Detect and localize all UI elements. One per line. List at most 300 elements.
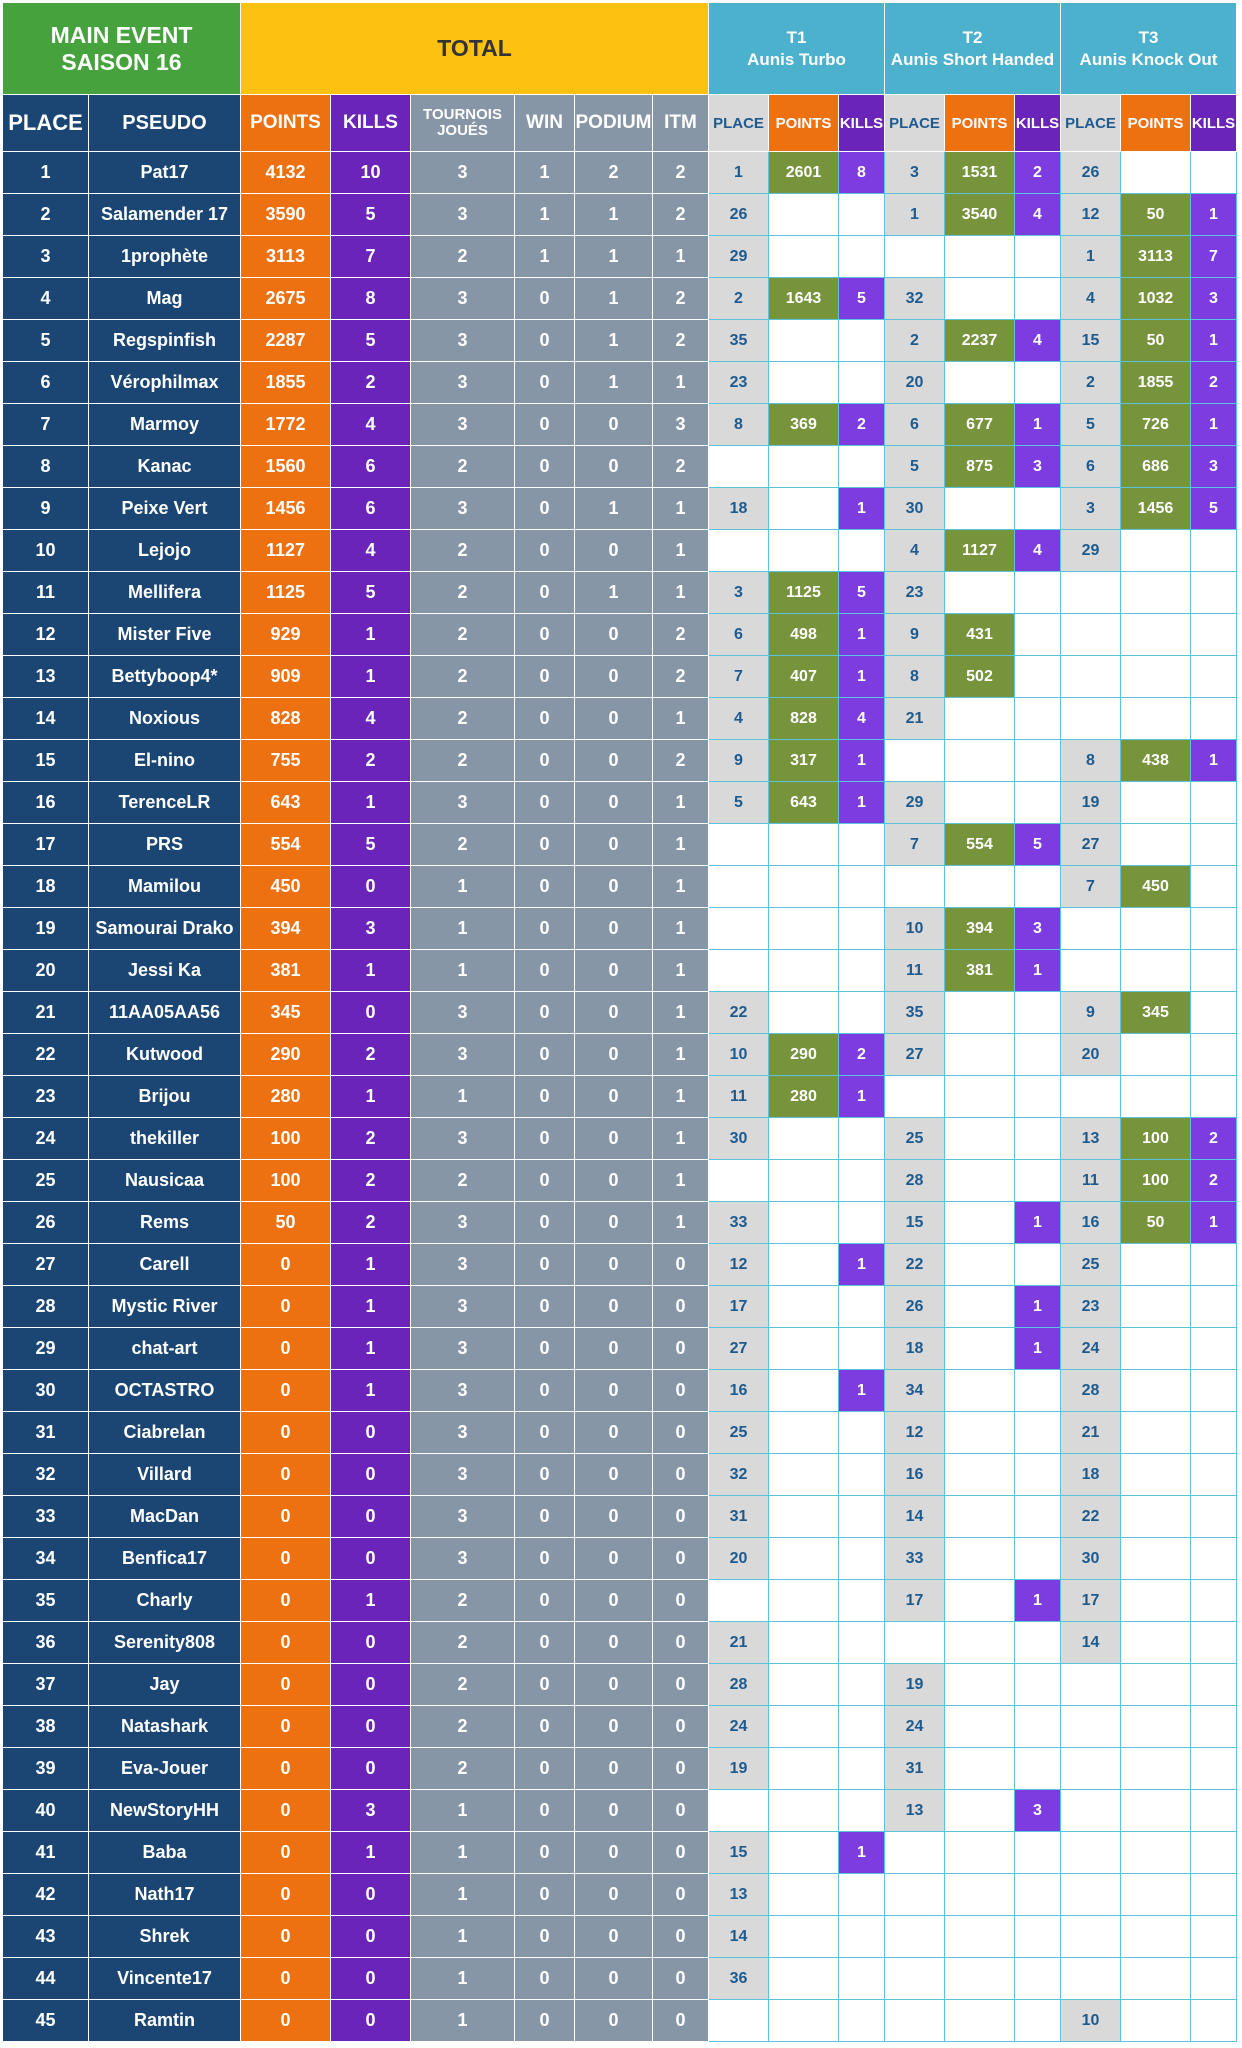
tournament-3-header — [1061, 3, 1237, 95]
kills-cell: 0 — [331, 1916, 411, 1958]
t1-kills-cell — [839, 1286, 885, 1328]
win-cell: 0 — [515, 1580, 575, 1622]
place-cell: 27 — [3, 1244, 89, 1286]
win-cell: 0 — [515, 1076, 575, 1118]
t1-kills-cell — [839, 320, 885, 362]
win-cell: 0 — [515, 1874, 575, 1916]
t1-place-cell: 18 — [709, 488, 769, 530]
t3-points-cell — [1121, 824, 1191, 866]
itm-cell: 0 — [653, 1916, 709, 1958]
t1-points-cell — [769, 1664, 839, 1706]
kills-cell: 0 — [331, 992, 411, 1034]
tournaments-played-cell: 2 — [411, 614, 515, 656]
kills-cell: 0 — [331, 1538, 411, 1580]
win-cell: 0 — [515, 572, 575, 614]
itm-cell: 0 — [653, 1286, 709, 1328]
t2-points-cell — [945, 1580, 1015, 1622]
t3-points-cell — [1121, 1286, 1191, 1328]
points-cell: 0 — [241, 1328, 331, 1370]
kills-cell: 1 — [331, 1370, 411, 1412]
t1-kills-cell — [839, 1328, 885, 1370]
tournaments-played-cell: 2 — [411, 1664, 515, 1706]
podium-cell: 0 — [575, 1874, 653, 1916]
t1-place-cell: 35 — [709, 320, 769, 362]
place-cell: 21 — [3, 992, 89, 1034]
t3-place-cell: 27 — [1061, 824, 1121, 866]
points-cell: 0 — [241, 1286, 331, 1328]
column-header-tournaments-played — [411, 95, 515, 152]
t1-kills-cell — [839, 1664, 885, 1706]
win-cell: 0 — [515, 278, 575, 320]
t3-points-cell — [1121, 1874, 1191, 1916]
tournaments-played-cell: 3 — [411, 1328, 515, 1370]
t1-kills-cell: 1 — [839, 1076, 885, 1118]
kills-cell: 0 — [331, 1874, 411, 1916]
itm-cell: 1 — [653, 488, 709, 530]
points-cell: 100 — [241, 1160, 331, 1202]
t1-place-cell: 24 — [709, 1706, 769, 1748]
points-cell: 643 — [241, 782, 331, 824]
podium-cell: 0 — [575, 1538, 653, 1580]
itm-cell: 0 — [653, 1328, 709, 1370]
itm-cell: 2 — [653, 740, 709, 782]
t3-kills-cell — [1191, 1832, 1237, 1874]
t2-kills-cell: 1 — [1015, 950, 1061, 992]
kills-cell: 6 — [331, 488, 411, 530]
kills-cell: 5 — [331, 194, 411, 236]
points-cell: 381 — [241, 950, 331, 992]
t3-place-cell: 24 — [1061, 1328, 1121, 1370]
kills-cell: 0 — [331, 1958, 411, 2000]
t3-points-cell — [1121, 1244, 1191, 1286]
t1-kills-cell — [839, 1580, 885, 1622]
kills-cell: 4 — [331, 698, 411, 740]
t3-kills-cell — [1191, 1496, 1237, 1538]
t3-kills-cell: 2 — [1191, 1118, 1237, 1160]
points-cell: 2287 — [241, 320, 331, 362]
t2-place-cell: 33 — [885, 1538, 945, 1580]
tournaments-played-cell: 3 — [411, 1454, 515, 1496]
t3-place-cell: 12 — [1061, 194, 1121, 236]
t1-kills-cell — [839, 1496, 885, 1538]
t2-place-cell — [885, 1958, 945, 2000]
points-cell: 0 — [241, 1706, 331, 1748]
tournaments-played-cell: 3 — [411, 782, 515, 824]
t2-points-cell — [945, 1538, 1015, 1580]
kills-cell: 0 — [331, 1412, 411, 1454]
event-title-line2: SAISON 16 — [61, 48, 182, 75]
pseudo-cell: Serenity808 — [89, 1622, 241, 1664]
t3-points-cell: 1855 — [1121, 362, 1191, 404]
ranking-rows — [3, 152, 1237, 2042]
t1-kills-cell — [839, 530, 885, 572]
t3-header-place: PLACE — [1061, 95, 1121, 152]
itm-cell: 0 — [653, 1664, 709, 1706]
itm-cell: 2 — [653, 152, 709, 194]
podium-cell: 0 — [575, 1496, 653, 1538]
points-cell: 0 — [241, 1580, 331, 1622]
table-row — [3, 1412, 1237, 1454]
t2-kills-cell: 1 — [1015, 1580, 1061, 1622]
win-cell: 0 — [515, 362, 575, 404]
column-header-points: POINTS — [241, 95, 331, 152]
t2-place-cell — [885, 1832, 945, 1874]
pseudo-cell: Carell — [89, 1244, 241, 1286]
t3-points-cell — [1121, 1034, 1191, 1076]
t1-place-cell — [709, 824, 769, 866]
t2-place-cell: 6 — [885, 404, 945, 446]
t3-points-cell: 50 — [1121, 320, 1191, 362]
t1-kills-cell — [839, 1202, 885, 1244]
t2-place-cell: 24 — [885, 1706, 945, 1748]
t2-place-cell: 34 — [885, 1370, 945, 1412]
t3-place-cell: 10 — [1061, 2000, 1121, 2042]
t2-points-cell — [945, 1454, 1015, 1496]
itm-cell: 2 — [653, 656, 709, 698]
t3-kills-cell: 2 — [1191, 1160, 1237, 1202]
tournaments-played-cell: 1 — [411, 2000, 515, 2042]
pseudo-cell: Ciabrelan — [89, 1412, 241, 1454]
place-cell: 45 — [3, 2000, 89, 2042]
t2-kills-cell — [1015, 1496, 1061, 1538]
place-cell: 37 — [3, 1664, 89, 1706]
t3-points-cell — [1121, 1790, 1191, 1832]
t3-kills-cell: 3 — [1191, 446, 1237, 488]
tournament-2-header — [885, 3, 1061, 95]
podium-cell: 0 — [575, 908, 653, 950]
place-cell: 17 — [3, 824, 89, 866]
t3-kills-cell — [1191, 1412, 1237, 1454]
points-cell: 0 — [241, 1664, 331, 1706]
place-cell: 2 — [3, 194, 89, 236]
table-row — [3, 1622, 1237, 1664]
pseudo-cell: Noxious — [89, 698, 241, 740]
tournaments-played-cell: 2 — [411, 740, 515, 782]
t3-points-cell — [1121, 572, 1191, 614]
t1-points-cell — [769, 1496, 839, 1538]
t2-place-cell — [885, 2000, 945, 2042]
t2-kills-cell: 1 — [1015, 404, 1061, 446]
t1-points-cell: 1643 — [769, 278, 839, 320]
t2-points-cell — [945, 1076, 1015, 1118]
tournament-code: T3 — [1138, 27, 1159, 47]
tournaments-played-cell: 3 — [411, 1370, 515, 1412]
table-row — [3, 446, 1237, 488]
place-cell: 34 — [3, 1538, 89, 1580]
t2-points-cell — [945, 1832, 1015, 1874]
t3-points-cell — [1121, 908, 1191, 950]
t1-points-cell: 2601 — [769, 152, 839, 194]
place-cell: 18 — [3, 866, 89, 908]
t3-place-cell: 14 — [1061, 1622, 1121, 1664]
t2-header-kills: KILLS — [1015, 95, 1061, 152]
t3-kills-cell — [1191, 992, 1237, 1034]
kills-cell: 2 — [331, 1034, 411, 1076]
t3-kills-cell — [1191, 1874, 1237, 1916]
kills-cell: 0 — [331, 1706, 411, 1748]
t2-kills-cell — [1015, 1958, 1061, 2000]
t3-kills-cell — [1191, 572, 1237, 614]
t3-place-cell — [1061, 572, 1121, 614]
table-row — [3, 698, 1237, 740]
tournaments-played-cell: 3 — [411, 404, 515, 446]
win-cell: 0 — [515, 1118, 575, 1160]
t2-kills-cell — [1015, 614, 1061, 656]
kills-cell: 4 — [331, 404, 411, 446]
itm-cell: 0 — [653, 2000, 709, 2042]
place-cell: 24 — [3, 1118, 89, 1160]
table-row — [3, 320, 1237, 362]
t2-kills-cell — [1015, 1370, 1061, 1412]
pseudo-cell: Baba — [89, 1832, 241, 1874]
t3-points-cell — [1121, 1328, 1191, 1370]
t1-points-cell — [769, 1160, 839, 1202]
t2-kills-cell — [1015, 1916, 1061, 1958]
t2-points-cell — [945, 1202, 1015, 1244]
t2-place-cell: 30 — [885, 488, 945, 530]
t1-kills-cell — [839, 1748, 885, 1790]
t2-points-cell: 502 — [945, 656, 1015, 698]
t3-place-cell: 21 — [1061, 1412, 1121, 1454]
table-row — [3, 824, 1237, 866]
tournaments-played-cell: 2 — [411, 656, 515, 698]
t3-place-cell: 18 — [1061, 1454, 1121, 1496]
t1-points-cell — [769, 866, 839, 908]
kills-cell: 3 — [331, 1790, 411, 1832]
t3-place-cell: 30 — [1061, 1538, 1121, 1580]
t3-kills-cell: 1 — [1191, 320, 1237, 362]
t2-place-cell: 1 — [885, 194, 945, 236]
pseudo-cell: Pat17 — [89, 152, 241, 194]
pseudo-cell: Lejojo — [89, 530, 241, 572]
t1-place-cell: 19 — [709, 1748, 769, 1790]
place-cell: 26 — [3, 1202, 89, 1244]
t1-place-cell — [709, 950, 769, 992]
points-cell: 755 — [241, 740, 331, 782]
points-cell: 0 — [241, 1748, 331, 1790]
itm-cell: 1 — [653, 992, 709, 1034]
table-row — [3, 1664, 1237, 1706]
place-cell: 41 — [3, 1832, 89, 1874]
t1-kills-cell — [839, 1790, 885, 1832]
win-cell: 0 — [515, 1664, 575, 1706]
t2-place-cell: 10 — [885, 908, 945, 950]
t1-place-cell — [709, 1580, 769, 1622]
place-cell: 11 — [3, 572, 89, 614]
points-cell: 345 — [241, 992, 331, 1034]
t1-kills-cell — [839, 1118, 885, 1160]
table-row — [3, 1916, 1237, 1958]
podium-cell: 0 — [575, 446, 653, 488]
t3-points-cell — [1121, 2000, 1191, 2042]
points-cell: 0 — [241, 1454, 331, 1496]
points-cell: 0 — [241, 2000, 331, 2042]
podium-cell: 0 — [575, 1916, 653, 1958]
points-cell: 909 — [241, 656, 331, 698]
t2-place-cell: 5 — [885, 446, 945, 488]
table-row — [3, 1454, 1237, 1496]
t2-place-cell: 21 — [885, 698, 945, 740]
t1-kills-cell — [839, 1958, 885, 2000]
t3-kills-cell — [1191, 1286, 1237, 1328]
t2-kills-cell — [1015, 1832, 1061, 1874]
itm-cell: 1 — [653, 1076, 709, 1118]
t3-points-cell — [1121, 698, 1191, 740]
place-cell: 32 — [3, 1454, 89, 1496]
t3-points-cell — [1121, 152, 1191, 194]
t1-place-cell: 4 — [709, 698, 769, 740]
t1-place-cell: 6 — [709, 614, 769, 656]
points-cell: 280 — [241, 1076, 331, 1118]
tournaments-played-cell: 1 — [411, 866, 515, 908]
win-cell: 0 — [515, 656, 575, 698]
t2-points-cell — [945, 1034, 1015, 1076]
t1-header-place: PLACE — [709, 95, 769, 152]
t1-points-cell — [769, 824, 839, 866]
win-cell: 0 — [515, 446, 575, 488]
t3-points-cell — [1121, 1748, 1191, 1790]
points-cell: 0 — [241, 1496, 331, 1538]
win-cell: 0 — [515, 908, 575, 950]
place-cell: 1 — [3, 152, 89, 194]
place-cell: 3 — [3, 236, 89, 278]
place-cell: 39 — [3, 1748, 89, 1790]
itm-cell: 2 — [653, 320, 709, 362]
pseudo-cell: Kutwood — [89, 1034, 241, 1076]
t2-kills-cell — [1015, 1706, 1061, 1748]
t1-place-cell — [709, 446, 769, 488]
t3-place-cell: 2 — [1061, 362, 1121, 404]
points-cell: 554 — [241, 824, 331, 866]
kills-cell: 0 — [331, 1496, 411, 1538]
podium-cell: 0 — [575, 530, 653, 572]
t3-points-cell — [1121, 1538, 1191, 1580]
itm-cell: 1 — [653, 908, 709, 950]
t1-points-cell — [769, 320, 839, 362]
t2-place-cell: 35 — [885, 992, 945, 1034]
t1-kills-cell — [839, 362, 885, 404]
win-cell: 0 — [515, 1244, 575, 1286]
pseudo-cell: Villard — [89, 1454, 241, 1496]
t3-kills-cell: 2 — [1191, 362, 1237, 404]
win-cell: 0 — [515, 698, 575, 740]
podium-cell: 0 — [575, 1160, 653, 1202]
column-header-pseudo: PSEUDO — [89, 95, 241, 152]
t3-place-cell — [1061, 1874, 1121, 1916]
t3-place-cell: 3 — [1061, 488, 1121, 530]
t1-kills-cell — [839, 824, 885, 866]
t3-kills-cell — [1191, 2000, 1237, 2042]
table-row — [3, 992, 1237, 1034]
tournament-code: T1 — [786, 27, 807, 47]
t2-kills-cell: 1 — [1015, 1202, 1061, 1244]
t1-place-cell — [709, 530, 769, 572]
win-cell: 0 — [515, 614, 575, 656]
t3-place-cell — [1061, 1790, 1121, 1832]
podium-cell: 0 — [575, 2000, 653, 2042]
t1-place-cell: 13 — [709, 1874, 769, 1916]
t3-kills-cell: 1 — [1191, 194, 1237, 236]
podium-cell: 1 — [575, 194, 653, 236]
pseudo-cell: Charly — [89, 1580, 241, 1622]
t2-points-cell — [945, 362, 1015, 404]
itm-cell: 0 — [653, 1538, 709, 1580]
place-cell: 8 — [3, 446, 89, 488]
t2-kills-cell: 3 — [1015, 908, 1061, 950]
t1-points-cell: 290 — [769, 1034, 839, 1076]
points-cell: 0 — [241, 1622, 331, 1664]
t3-place-cell: 13 — [1061, 1118, 1121, 1160]
t2-points-cell: 875 — [945, 446, 1015, 488]
points-cell: 1560 — [241, 446, 331, 488]
table-row — [3, 1034, 1237, 1076]
win-cell: 0 — [515, 1958, 575, 2000]
t1-place-cell: 36 — [709, 1958, 769, 2000]
kills-cell: 2 — [331, 1202, 411, 1244]
t3-kills-cell — [1191, 152, 1237, 194]
t1-place-cell: 30 — [709, 1118, 769, 1160]
podium-cell: 0 — [575, 1790, 653, 1832]
t1-points-cell — [769, 530, 839, 572]
tournaments-played-cell: 3 — [411, 1202, 515, 1244]
win-cell: 0 — [515, 1286, 575, 1328]
podium-cell: 0 — [575, 1076, 653, 1118]
pseudo-cell: Nausicaa — [89, 1160, 241, 1202]
t1-kills-cell: 8 — [839, 152, 885, 194]
t2-kills-cell: 3 — [1015, 446, 1061, 488]
place-cell: 20 — [3, 950, 89, 992]
podium-cell: 0 — [575, 1202, 653, 1244]
header-line: TOURNOIS — [423, 106, 502, 123]
tournaments-played-cell: 2 — [411, 446, 515, 488]
t2-points-cell — [945, 1790, 1015, 1832]
t3-kills-cell — [1191, 530, 1237, 572]
t2-points-cell — [945, 1370, 1015, 1412]
t2-kills-cell — [1015, 236, 1061, 278]
t3-place-cell: 28 — [1061, 1370, 1121, 1412]
t2-kills-cell — [1015, 698, 1061, 740]
pseudo-cell: Salamender 17 — [89, 194, 241, 236]
place-cell: 23 — [3, 1076, 89, 1118]
table-row — [3, 404, 1237, 446]
t2-points-cell — [945, 1748, 1015, 1790]
itm-cell: 1 — [653, 950, 709, 992]
place-cell: 9 — [3, 488, 89, 530]
t3-place-cell — [1061, 656, 1121, 698]
t2-points-cell — [945, 1874, 1015, 1916]
t1-points-cell — [769, 446, 839, 488]
itm-cell: 2 — [653, 278, 709, 320]
t3-points-cell — [1121, 1664, 1191, 1706]
points-cell: 1125 — [241, 572, 331, 614]
tournaments-played-cell: 2 — [411, 1706, 515, 1748]
win-cell: 0 — [515, 1916, 575, 1958]
t2-points-cell — [945, 782, 1015, 824]
t2-kills-cell — [1015, 656, 1061, 698]
podium-cell: 0 — [575, 1958, 653, 2000]
t3-kills-cell — [1191, 1664, 1237, 1706]
t2-place-cell: 2 — [885, 320, 945, 362]
table-row — [3, 1706, 1237, 1748]
tournaments-played-cell: 3 — [411, 362, 515, 404]
t2-kills-cell: 5 — [1015, 824, 1061, 866]
t1-points-cell — [769, 1832, 839, 1874]
tournament-code: T2 — [962, 27, 983, 47]
points-cell: 0 — [241, 1370, 331, 1412]
t1-place-cell: 10 — [709, 1034, 769, 1076]
tournament-name: Aunis Short Handed — [890, 49, 1055, 69]
t2-kills-cell — [1015, 1622, 1061, 1664]
